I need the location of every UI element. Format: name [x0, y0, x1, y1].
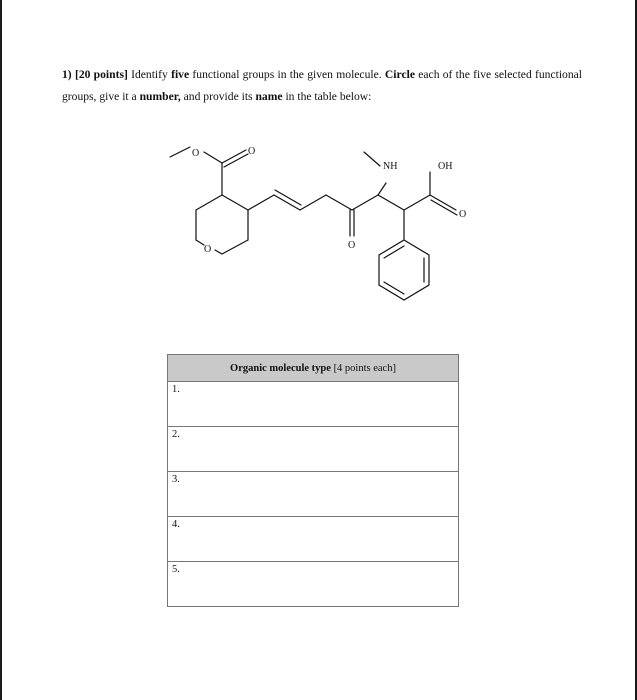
table-header-points: [4 points each] — [333, 362, 396, 374]
ring-oxygen-label: O — [204, 244, 212, 255]
bond — [378, 183, 386, 195]
bond — [364, 152, 380, 166]
molecule-structure — [160, 130, 480, 310]
bond — [404, 195, 430, 210]
row-label: 5. — [172, 564, 180, 575]
amine-label: NH — [383, 161, 398, 172]
row-label: 1. — [172, 384, 180, 395]
ketone-oxygen-label: O — [348, 240, 356, 251]
left-page-edge — [0, 0, 2, 700]
bond — [215, 250, 222, 254]
hydroxyl-label: OH — [438, 161, 453, 172]
bond — [196, 195, 222, 210]
answer-table — [167, 354, 459, 607]
answer-cell-5[interactable] — [168, 562, 459, 607]
table-header-title: Organic molecule type — [230, 362, 331, 374]
answer-cell-3[interactable] — [168, 472, 459, 517]
bond — [204, 152, 222, 163]
question-part-a: Identify — [131, 68, 168, 81]
bond — [378, 195, 404, 210]
question-bold-name: name — [255, 90, 283, 103]
question-part-d: and provide its — [183, 90, 253, 103]
ester-carbonyl-oxygen-label: O — [248, 146, 256, 157]
bond — [384, 246, 404, 258]
table-row — [168, 472, 459, 517]
question-part-e: in the table below: — [285, 90, 372, 103]
question-bold-five: five — [171, 68, 190, 81]
bond — [300, 195, 326, 210]
table-header-row — [168, 355, 459, 382]
question-part-b: functional groups in the given molecule. — [192, 68, 382, 81]
bond — [352, 195, 378, 210]
bond — [222, 240, 248, 254]
table-header — [168, 355, 459, 382]
answer-cell-2[interactable] — [168, 427, 459, 472]
question-bold-circle: Circle — [384, 68, 415, 81]
acid-carbonyl-oxygen-label: O — [459, 209, 467, 220]
bond — [222, 195, 248, 210]
bond — [196, 240, 204, 245]
table-row — [168, 382, 459, 427]
bond — [248, 195, 274, 210]
row-label: 3. — [172, 474, 180, 485]
benzene-ring — [379, 240, 429, 300]
question-number: 1) — [62, 68, 72, 81]
bond — [430, 195, 456, 210]
table-row — [168, 517, 459, 562]
bond — [170, 147, 190, 157]
bond — [431, 200, 457, 215]
question-points: [20 points] — [74, 68, 128, 81]
row-label: 2. — [172, 429, 180, 440]
row-label: 4. — [172, 519, 180, 530]
bond — [384, 282, 404, 294]
answer-cell-1[interactable] — [168, 382, 459, 427]
bond — [326, 195, 352, 210]
answer-cell-4[interactable] — [168, 517, 459, 562]
question-text — [62, 64, 582, 108]
table-row — [168, 562, 459, 607]
ester-oxygen-label: O — [192, 148, 200, 159]
question-part-c: each of the five selected functional groups, give it a — [62, 68, 583, 103]
table-row — [168, 427, 459, 472]
question-bold-number: number, — [139, 90, 181, 103]
